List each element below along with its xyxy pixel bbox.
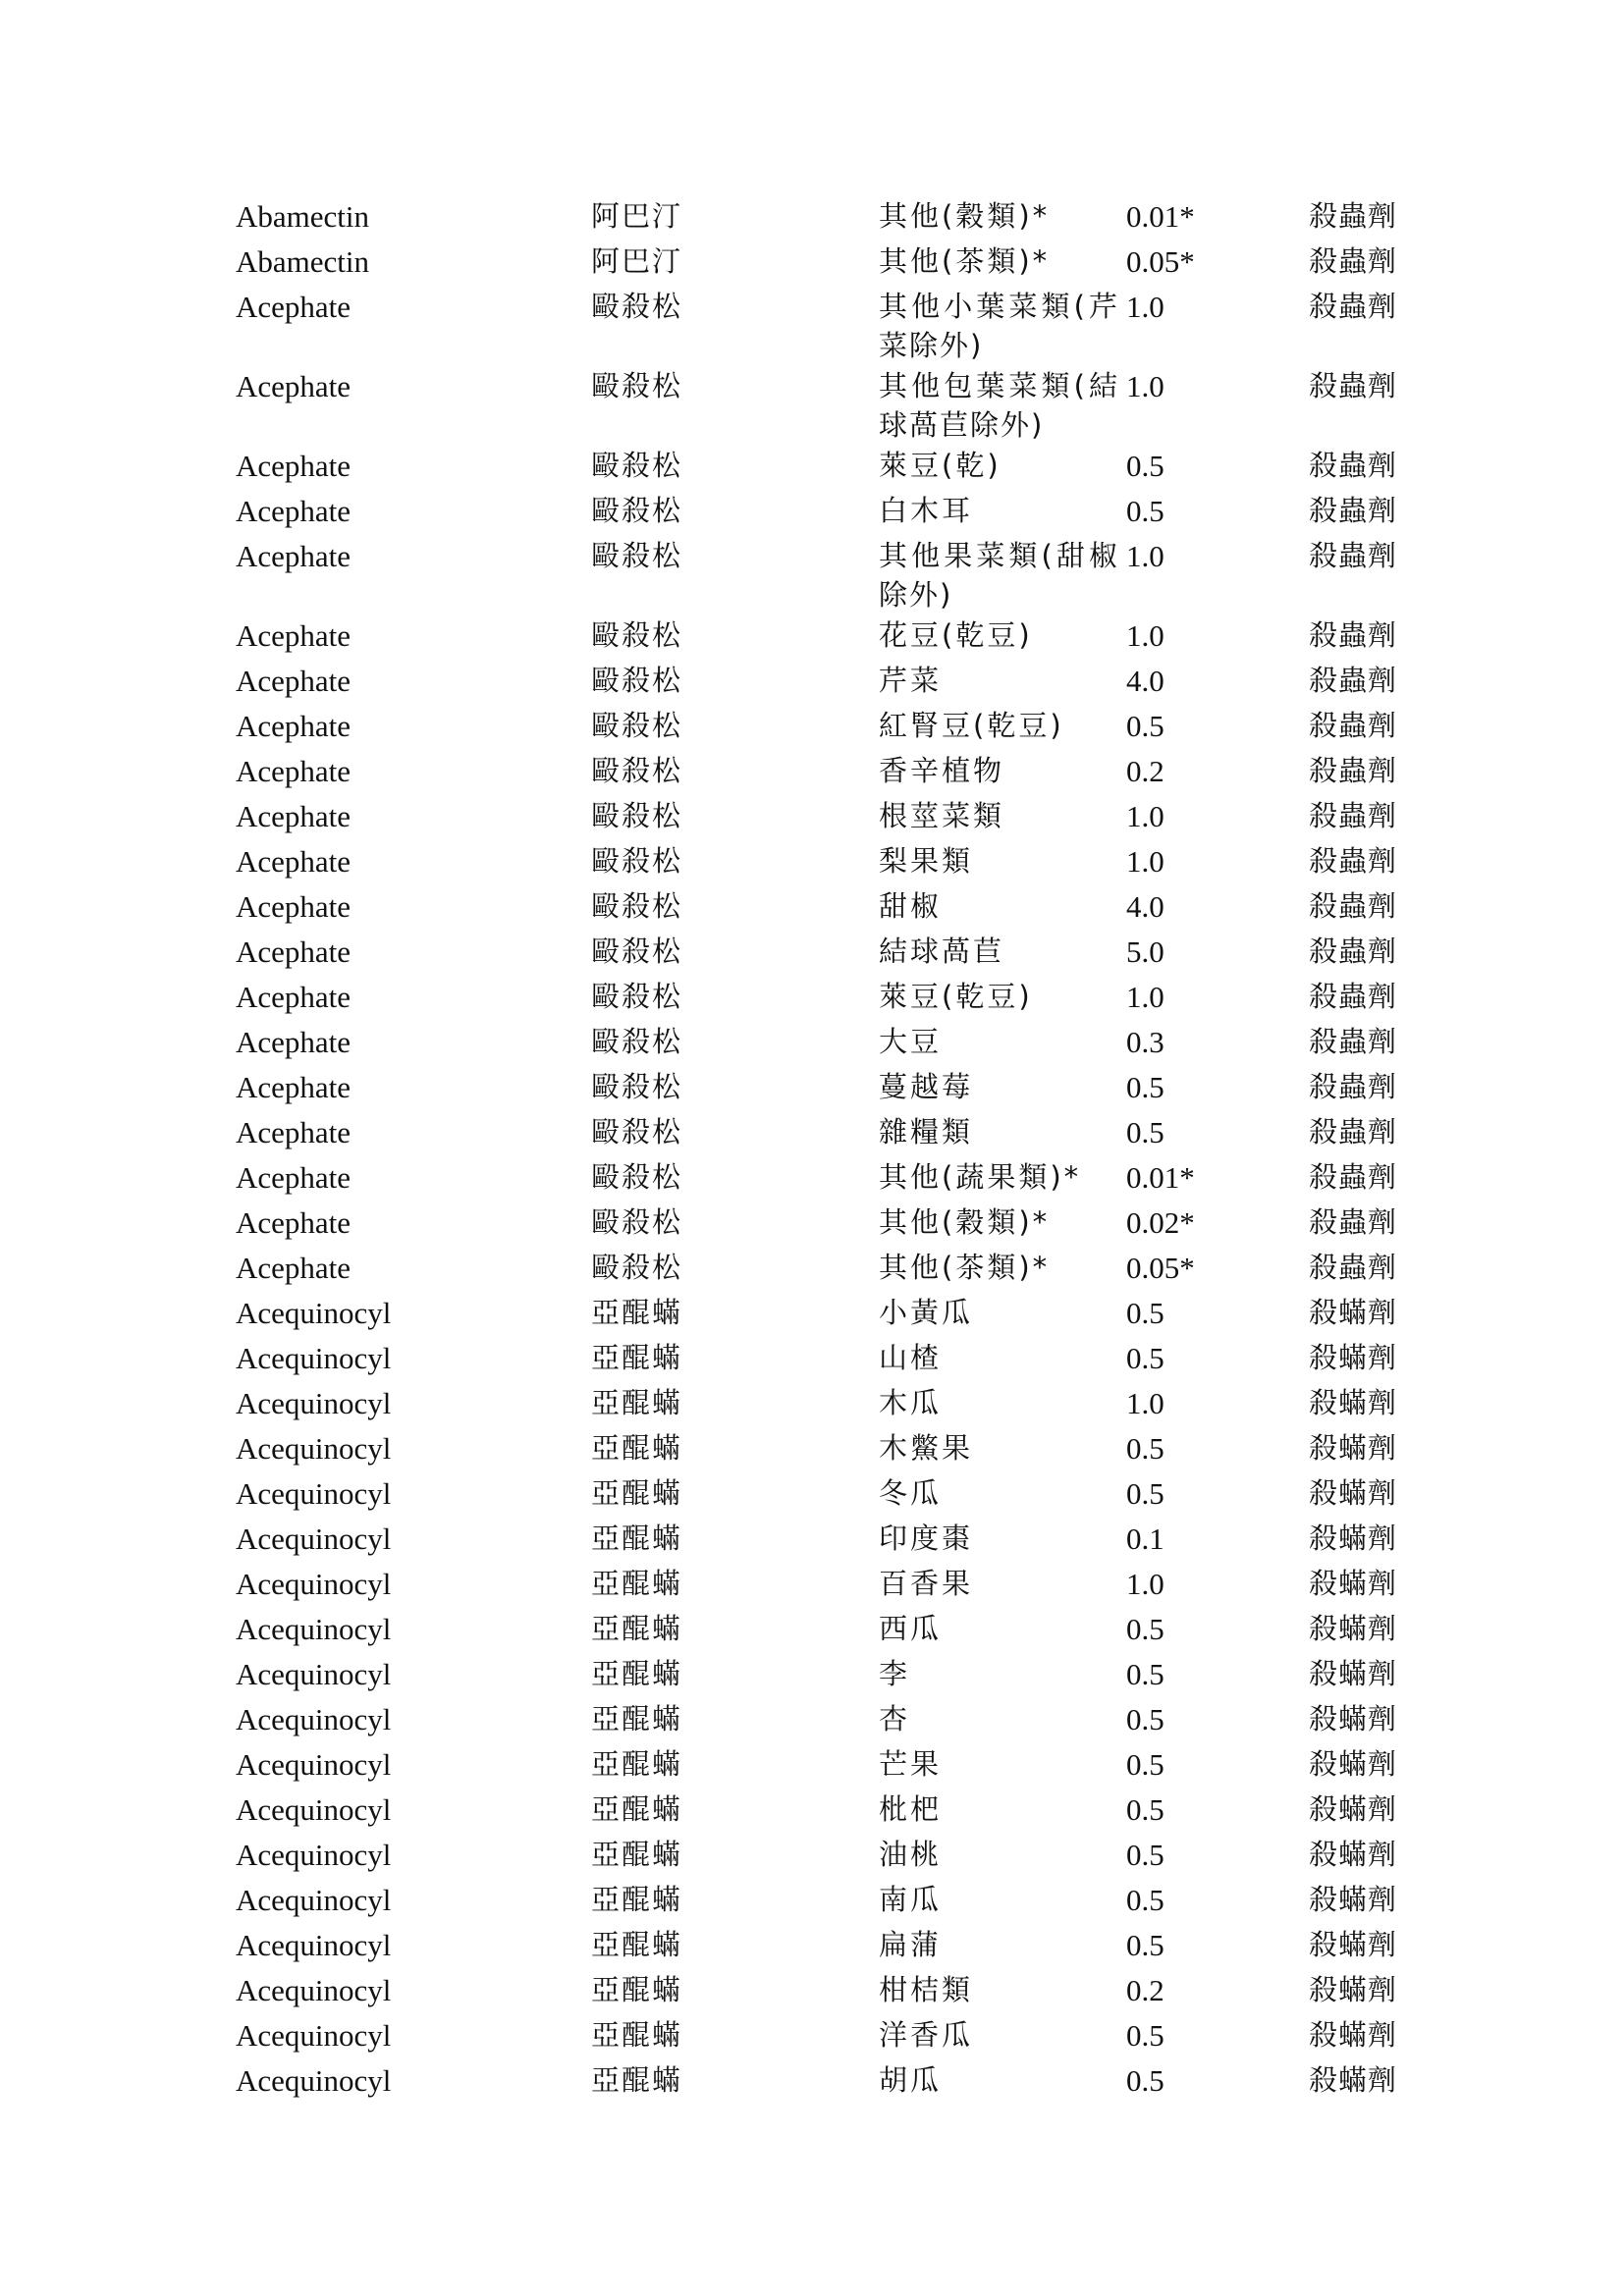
pesticide-use: 殺蟲劑 bbox=[1309, 980, 1398, 1013]
pesticide-chinese-name: 亞醌蟎 bbox=[591, 1883, 683, 1916]
residue-limit: 1.0 bbox=[1126, 980, 1164, 1014]
table-row bbox=[236, 2015, 1434, 2060]
pesticide-use: 殺蟎劑 bbox=[1309, 1476, 1398, 1510]
pesticide-name: Acequinocyl bbox=[236, 1476, 392, 1511]
crop-category: 山楂 bbox=[879, 1341, 943, 1374]
pesticide-name: Acephate bbox=[236, 709, 352, 743]
pesticide-use: 殺蟲劑 bbox=[1309, 1205, 1398, 1239]
residue-limit: 0.5 bbox=[1126, 1296, 1164, 1330]
residue-limit: 0.5 bbox=[1126, 1838, 1164, 1872]
pesticide-name: Acephate bbox=[236, 844, 352, 879]
pesticide-chinese-name: 毆殺松 bbox=[591, 369, 683, 402]
table-row bbox=[236, 1789, 1434, 1835]
table-row bbox=[236, 1383, 1434, 1428]
crop-category: 油桃 bbox=[879, 1838, 943, 1871]
pesticide-chinese-name: 毆殺松 bbox=[591, 934, 683, 968]
pesticide-use: 殺蟎劑 bbox=[1309, 1792, 1398, 1826]
pesticide-use: 殺蟎劑 bbox=[1309, 1341, 1398, 1374]
crop-category: 冬瓜 bbox=[879, 1476, 943, 1510]
residue-limit: 0.5 bbox=[1126, 1928, 1164, 1962]
pesticide-name: Acephate bbox=[236, 618, 352, 653]
table-row bbox=[236, 1519, 1434, 1564]
crop-category: 印度棗 bbox=[879, 1522, 974, 1555]
pesticide-chinese-name: 亞醌蟎 bbox=[591, 1567, 683, 1600]
crop-category: 根莖菜類 bbox=[879, 799, 1005, 832]
pesticide-use: 殺蟲劑 bbox=[1309, 1160, 1398, 1194]
pesticide-use: 殺蟲劑 bbox=[1309, 754, 1398, 787]
pesticide-chinese-name: 毆殺松 bbox=[591, 709, 683, 742]
residue-limit: 5.0 bbox=[1126, 934, 1164, 969]
table-row bbox=[236, 1744, 1434, 1789]
pesticide-use: 殺蟎劑 bbox=[1309, 1431, 1398, 1465]
pesticide-use: 殺蟲劑 bbox=[1309, 889, 1398, 923]
table-row bbox=[236, 446, 1434, 491]
pesticide-use: 殺蟎劑 bbox=[1309, 1567, 1398, 1600]
residue-limit: 0.5 bbox=[1126, 2063, 1164, 2098]
pesticide-chinese-name: 毆殺松 bbox=[591, 1115, 683, 1148]
pesticide-chinese-name: 亞醌蟎 bbox=[591, 1522, 683, 1555]
pesticide-chinese-name: 毆殺松 bbox=[591, 1205, 683, 1239]
pesticide-chinese-name: 毆殺松 bbox=[591, 844, 683, 878]
residue-limit: 0.05* bbox=[1126, 244, 1195, 279]
pesticide-name: Acequinocyl bbox=[236, 1883, 392, 1917]
pesticide-chinese-name: 毆殺松 bbox=[591, 1160, 683, 1194]
pesticide-name: Acequinocyl bbox=[236, 1928, 392, 1962]
crop-category: 梨果類 bbox=[879, 844, 974, 878]
pesticide-chinese-name: 毆殺松 bbox=[591, 539, 683, 572]
pesticide-chinese-name: 亞醌蟎 bbox=[591, 1431, 683, 1465]
crop-category: 西瓜 bbox=[879, 1612, 943, 1645]
crop-category: 李 bbox=[879, 1657, 911, 1690]
pesticide-use: 殺蟲劑 bbox=[1309, 799, 1398, 832]
pesticide-chinese-name: 亞醌蟎 bbox=[591, 1612, 683, 1645]
residue-limit: 1.0 bbox=[1126, 539, 1164, 573]
pesticide-name: Acephate bbox=[236, 290, 352, 324]
crop-category: 木鱉果 bbox=[879, 1431, 974, 1465]
table-row bbox=[236, 977, 1434, 1022]
crop-category: 其他包葉菜類(結球萵苣除外) bbox=[879, 369, 1119, 442]
crop-category: 芹菜 bbox=[879, 664, 943, 697]
pesticide-use: 殺蟎劑 bbox=[1309, 1386, 1398, 1419]
pesticide-name: Acequinocyl bbox=[236, 1973, 392, 2007]
pesticide-chinese-name: 毆殺松 bbox=[591, 799, 683, 832]
residue-limit: 0.5 bbox=[1126, 1476, 1164, 1511]
pesticide-use: 殺蟎劑 bbox=[1309, 1296, 1398, 1329]
residue-limit: 0.5 bbox=[1126, 449, 1164, 483]
pesticide-name: Acephate bbox=[236, 539, 352, 573]
crop-category: 小黃瓜 bbox=[879, 1296, 974, 1329]
pesticide-use: 殺蟲劑 bbox=[1309, 539, 1398, 572]
pesticide-name: Acephate bbox=[236, 799, 352, 833]
pesticide-name: Acephate bbox=[236, 1251, 352, 1285]
crop-category: 紅腎豆(乾豆) bbox=[879, 709, 1064, 742]
table-row bbox=[236, 1293, 1434, 1338]
table-row bbox=[236, 1699, 1434, 1744]
table-row bbox=[236, 1609, 1434, 1654]
pesticide-chinese-name: 毆殺松 bbox=[591, 754, 683, 787]
pesticide-use: 殺蟲劑 bbox=[1309, 290, 1398, 323]
table-row bbox=[236, 706, 1434, 751]
table-row bbox=[236, 1925, 1434, 1970]
pesticide-name: Acephate bbox=[236, 664, 352, 698]
residue-limit: 0.2 bbox=[1126, 754, 1164, 788]
crop-category: 其他(蔬果類)* bbox=[879, 1160, 1082, 1194]
crop-category: 甜椒 bbox=[879, 889, 943, 923]
pesticide-chinese-name: 亞醌蟎 bbox=[591, 1973, 683, 2006]
residue-limit: 0.5 bbox=[1126, 709, 1164, 743]
pesticide-name: Acequinocyl bbox=[236, 1386, 392, 1420]
pesticide-name: Acequinocyl bbox=[236, 1296, 392, 1330]
pesticide-name: Acephate bbox=[236, 494, 352, 528]
table-row bbox=[236, 241, 1434, 287]
table-row bbox=[236, 1067, 1434, 1112]
residue-limit: 1.0 bbox=[1126, 844, 1164, 879]
pesticide-name: Acequinocyl bbox=[236, 1522, 392, 1556]
pesticide-use: 殺蟲劑 bbox=[1309, 1025, 1398, 1058]
pesticide-name: Acephate bbox=[236, 369, 352, 403]
pesticide-name: Acephate bbox=[236, 754, 352, 788]
residue-limit: 4.0 bbox=[1126, 664, 1164, 698]
pesticide-name: Acephate bbox=[236, 889, 352, 924]
pesticide-use: 殺蟎劑 bbox=[1309, 1522, 1398, 1555]
residue-limit: 0.05* bbox=[1126, 1251, 1195, 1285]
pesticide-chinese-name: 亞醌蟎 bbox=[591, 1792, 683, 1826]
residue-limit: 1.0 bbox=[1126, 1386, 1164, 1420]
residue-limit: 1.0 bbox=[1126, 290, 1164, 324]
pesticide-use: 殺蟲劑 bbox=[1309, 1251, 1398, 1284]
pesticide-chinese-name: 亞醌蟎 bbox=[591, 1838, 683, 1871]
table-row bbox=[236, 366, 1434, 446]
crop-category: 胡瓜 bbox=[879, 2063, 943, 2097]
pesticide-use: 殺蟲劑 bbox=[1309, 934, 1398, 968]
crop-category: 枇杷 bbox=[879, 1792, 943, 1826]
pesticide-use: 殺蟲劑 bbox=[1309, 664, 1398, 697]
pesticide-name: Acephate bbox=[236, 449, 352, 483]
pesticide-chinese-name: 亞醌蟎 bbox=[591, 1702, 683, 1735]
residue-limit: 0.02* bbox=[1126, 1205, 1195, 1240]
table-row bbox=[236, 751, 1434, 796]
pesticide-chinese-name: 亞醌蟎 bbox=[591, 1296, 683, 1329]
pesticide-chinese-name: 毆殺松 bbox=[591, 290, 683, 323]
crop-category: 洋香瓜 bbox=[879, 2018, 974, 2052]
pesticide-use: 殺蟲劑 bbox=[1309, 1115, 1398, 1148]
table-row bbox=[236, 661, 1434, 706]
residue-limit: 0.5 bbox=[1126, 1702, 1164, 1736]
table-row bbox=[236, 932, 1434, 977]
residue-limit: 0.5 bbox=[1126, 2018, 1164, 2053]
pesticide-chinese-name: 毆殺松 bbox=[591, 1251, 683, 1284]
pesticide-use: 殺蟎劑 bbox=[1309, 1838, 1398, 1871]
pesticide-name: Acephate bbox=[236, 934, 352, 969]
pesticide-chinese-name: 亞醌蟎 bbox=[591, 2063, 683, 2097]
pesticide-name: Acephate bbox=[236, 1025, 352, 1059]
residue-limit: 1.0 bbox=[1126, 1567, 1164, 1601]
pesticide-use: 殺蟎劑 bbox=[1309, 1612, 1398, 1645]
table-row bbox=[236, 1112, 1434, 1157]
crop-category: 其他(茶類)* bbox=[879, 244, 1051, 278]
crop-category: 杏 bbox=[879, 1702, 911, 1735]
residue-limit: 0.5 bbox=[1126, 494, 1164, 528]
table-row bbox=[236, 841, 1434, 886]
crop-category: 萊豆(乾豆) bbox=[879, 980, 1033, 1013]
pesticide-name: Acequinocyl bbox=[236, 1431, 392, 1466]
pesticide-name: Acequinocyl bbox=[236, 1702, 392, 1736]
residue-limit: 0.5 bbox=[1126, 1657, 1164, 1691]
pesticide-use: 殺蟎劑 bbox=[1309, 2018, 1398, 2052]
residue-limit: 0.5 bbox=[1126, 1747, 1164, 1782]
crop-category: 萊豆(乾) bbox=[879, 449, 1001, 482]
pesticide-chinese-name: 亞醌蟎 bbox=[591, 1476, 683, 1510]
pesticide-name: Acephate bbox=[236, 1070, 352, 1104]
table-row bbox=[236, 536, 1434, 615]
residue-limit: 0.1 bbox=[1126, 1522, 1164, 1556]
pesticide-name: Acephate bbox=[236, 1160, 352, 1195]
pesticide-use: 殺蟎劑 bbox=[1309, 1657, 1398, 1690]
residue-limit: 0.01* bbox=[1126, 1160, 1195, 1195]
pesticide-chinese-name: 亞醌蟎 bbox=[591, 1341, 683, 1374]
residue-limit: 0.01* bbox=[1126, 199, 1195, 234]
table-row bbox=[236, 796, 1434, 841]
pesticide-name: Acephate bbox=[236, 1205, 352, 1240]
pesticide-chinese-name: 亞醌蟎 bbox=[591, 1747, 683, 1781]
crop-category: 南瓜 bbox=[879, 1883, 943, 1916]
pesticide-chinese-name: 毆殺松 bbox=[591, 618, 683, 652]
pesticide-name: Acephate bbox=[236, 980, 352, 1014]
table-row bbox=[236, 1880, 1434, 1925]
table-row bbox=[236, 886, 1434, 932]
crop-category: 其他(穀類)* bbox=[879, 1205, 1051, 1239]
pesticide-name: Acequinocyl bbox=[236, 1612, 392, 1646]
pesticide-name: Acequinocyl bbox=[236, 1747, 392, 1782]
residue-limit: 1.0 bbox=[1126, 799, 1164, 833]
pesticide-name: Acequinocyl bbox=[236, 2018, 392, 2053]
pesticide-chinese-name: 亞醌蟎 bbox=[591, 2018, 683, 2052]
table-row bbox=[236, 1202, 1434, 1248]
crop-category: 雜糧類 bbox=[879, 1115, 974, 1148]
pesticide-chinese-name: 亞醌蟎 bbox=[591, 1928, 683, 1961]
crop-category: 白木耳 bbox=[879, 494, 974, 527]
crop-category: 大豆 bbox=[879, 1025, 943, 1058]
pesticide-chinese-name: 毆殺松 bbox=[591, 889, 683, 923]
table-row bbox=[236, 1157, 1434, 1202]
table-row bbox=[236, 1654, 1434, 1699]
crop-category: 百香果 bbox=[879, 1567, 974, 1600]
table-row bbox=[236, 1970, 1434, 2015]
pesticide-chinese-name: 毆殺松 bbox=[591, 449, 683, 482]
table-row bbox=[236, 1564, 1434, 1609]
pesticide-chinese-name: 毆殺松 bbox=[591, 494, 683, 527]
residue-limit: 0.3 bbox=[1126, 1025, 1164, 1059]
residue-limit: 0.5 bbox=[1126, 1115, 1164, 1149]
crop-category: 結球萵苣 bbox=[879, 934, 1005, 968]
residue-limit: 0.5 bbox=[1126, 1883, 1164, 1917]
pesticide-use: 殺蟲劑 bbox=[1309, 494, 1398, 527]
crop-category: 木瓜 bbox=[879, 1386, 943, 1419]
crop-category: 其他(穀類)* bbox=[879, 199, 1051, 233]
table-row bbox=[236, 1835, 1434, 1880]
crop-category: 扁蒲 bbox=[879, 1928, 943, 1961]
residue-limit: 0.5 bbox=[1126, 1070, 1164, 1104]
residue-limit: 0.5 bbox=[1126, 1612, 1164, 1646]
crop-category: 柑桔類 bbox=[879, 1973, 974, 2006]
crop-category: 其他(茶類)* bbox=[879, 1251, 1051, 1284]
crop-category: 蔓越莓 bbox=[879, 1070, 974, 1103]
table-row bbox=[236, 1338, 1434, 1383]
pesticide-name: Abamectin bbox=[236, 199, 370, 234]
pesticide-chinese-name: 亞醌蟎 bbox=[591, 1386, 683, 1419]
crop-category: 其他果菜類(甜椒除外) bbox=[879, 539, 1119, 612]
pesticide-chinese-name: 毆殺松 bbox=[591, 1070, 683, 1103]
pesticide-name: Acequinocyl bbox=[236, 1657, 392, 1691]
pesticide-use: 殺蟲劑 bbox=[1309, 1070, 1398, 1103]
residue-limit: 0.5 bbox=[1126, 1792, 1164, 1827]
pesticide-name: Acequinocyl bbox=[236, 2063, 392, 2098]
pesticide-use: 殺蟲劑 bbox=[1309, 244, 1398, 278]
pesticide-use: 殺蟎劑 bbox=[1309, 1883, 1398, 1916]
pesticide-name: Abamectin bbox=[236, 244, 370, 279]
table-row bbox=[236, 1248, 1434, 1293]
pesticide-chinese-name: 阿巴汀 bbox=[591, 199, 683, 233]
pesticide-chinese-name: 毆殺松 bbox=[591, 980, 683, 1013]
table-row bbox=[236, 615, 1434, 661]
table-row bbox=[236, 491, 1434, 536]
pesticide-use: 殺蟲劑 bbox=[1309, 199, 1398, 233]
pesticide-name: Acequinocyl bbox=[236, 1838, 392, 1872]
pesticide-use: 殺蟎劑 bbox=[1309, 1702, 1398, 1735]
pesticide-use: 殺蟲劑 bbox=[1309, 709, 1398, 742]
pesticide-chinese-name: 毆殺松 bbox=[591, 664, 683, 697]
table-row bbox=[236, 1428, 1434, 1473]
pesticide-name: Acequinocyl bbox=[236, 1792, 392, 1827]
pesticide-use: 殺蟲劑 bbox=[1309, 618, 1398, 652]
pesticide-name: Acequinocyl bbox=[236, 1341, 392, 1375]
table-row bbox=[236, 1473, 1434, 1519]
residue-limit: 1.0 bbox=[1126, 618, 1164, 653]
residue-limit-table bbox=[236, 196, 1434, 2106]
crop-category: 芒果 bbox=[879, 1747, 943, 1781]
table-row bbox=[236, 196, 1434, 241]
pesticide-use: 殺蟎劑 bbox=[1309, 1973, 1398, 2006]
pesticide-use: 殺蟲劑 bbox=[1309, 369, 1398, 402]
pesticide-use: 殺蟎劑 bbox=[1309, 1928, 1398, 1961]
crop-category: 香辛植物 bbox=[879, 754, 1005, 787]
pesticide-use: 殺蟎劑 bbox=[1309, 1747, 1398, 1781]
pesticide-chinese-name: 毆殺松 bbox=[591, 1025, 683, 1058]
pesticide-chinese-name: 亞醌蟎 bbox=[591, 1657, 683, 1690]
residue-limit: 0.2 bbox=[1126, 1973, 1164, 2007]
table-row bbox=[236, 287, 1434, 366]
residue-limit: 0.5 bbox=[1126, 1341, 1164, 1375]
residue-limit: 0.5 bbox=[1126, 1431, 1164, 1466]
pesticide-name: Acephate bbox=[236, 1115, 352, 1149]
pesticide-use: 殺蟲劑 bbox=[1309, 844, 1398, 878]
table-row bbox=[236, 1022, 1434, 1067]
pesticide-use: 殺蟎劑 bbox=[1309, 2063, 1398, 2097]
crop-category: 其他小葉菜類(芹菜除外) bbox=[879, 290, 1119, 362]
pesticide-name: Acequinocyl bbox=[236, 1567, 392, 1601]
crop-category: 花豆(乾豆) bbox=[879, 618, 1033, 652]
table-row bbox=[236, 2060, 1434, 2106]
pesticide-chinese-name: 阿巴汀 bbox=[591, 244, 683, 278]
residue-limit: 1.0 bbox=[1126, 369, 1164, 403]
residue-limit: 4.0 bbox=[1126, 889, 1164, 924]
pesticide-use: 殺蟲劑 bbox=[1309, 449, 1398, 482]
